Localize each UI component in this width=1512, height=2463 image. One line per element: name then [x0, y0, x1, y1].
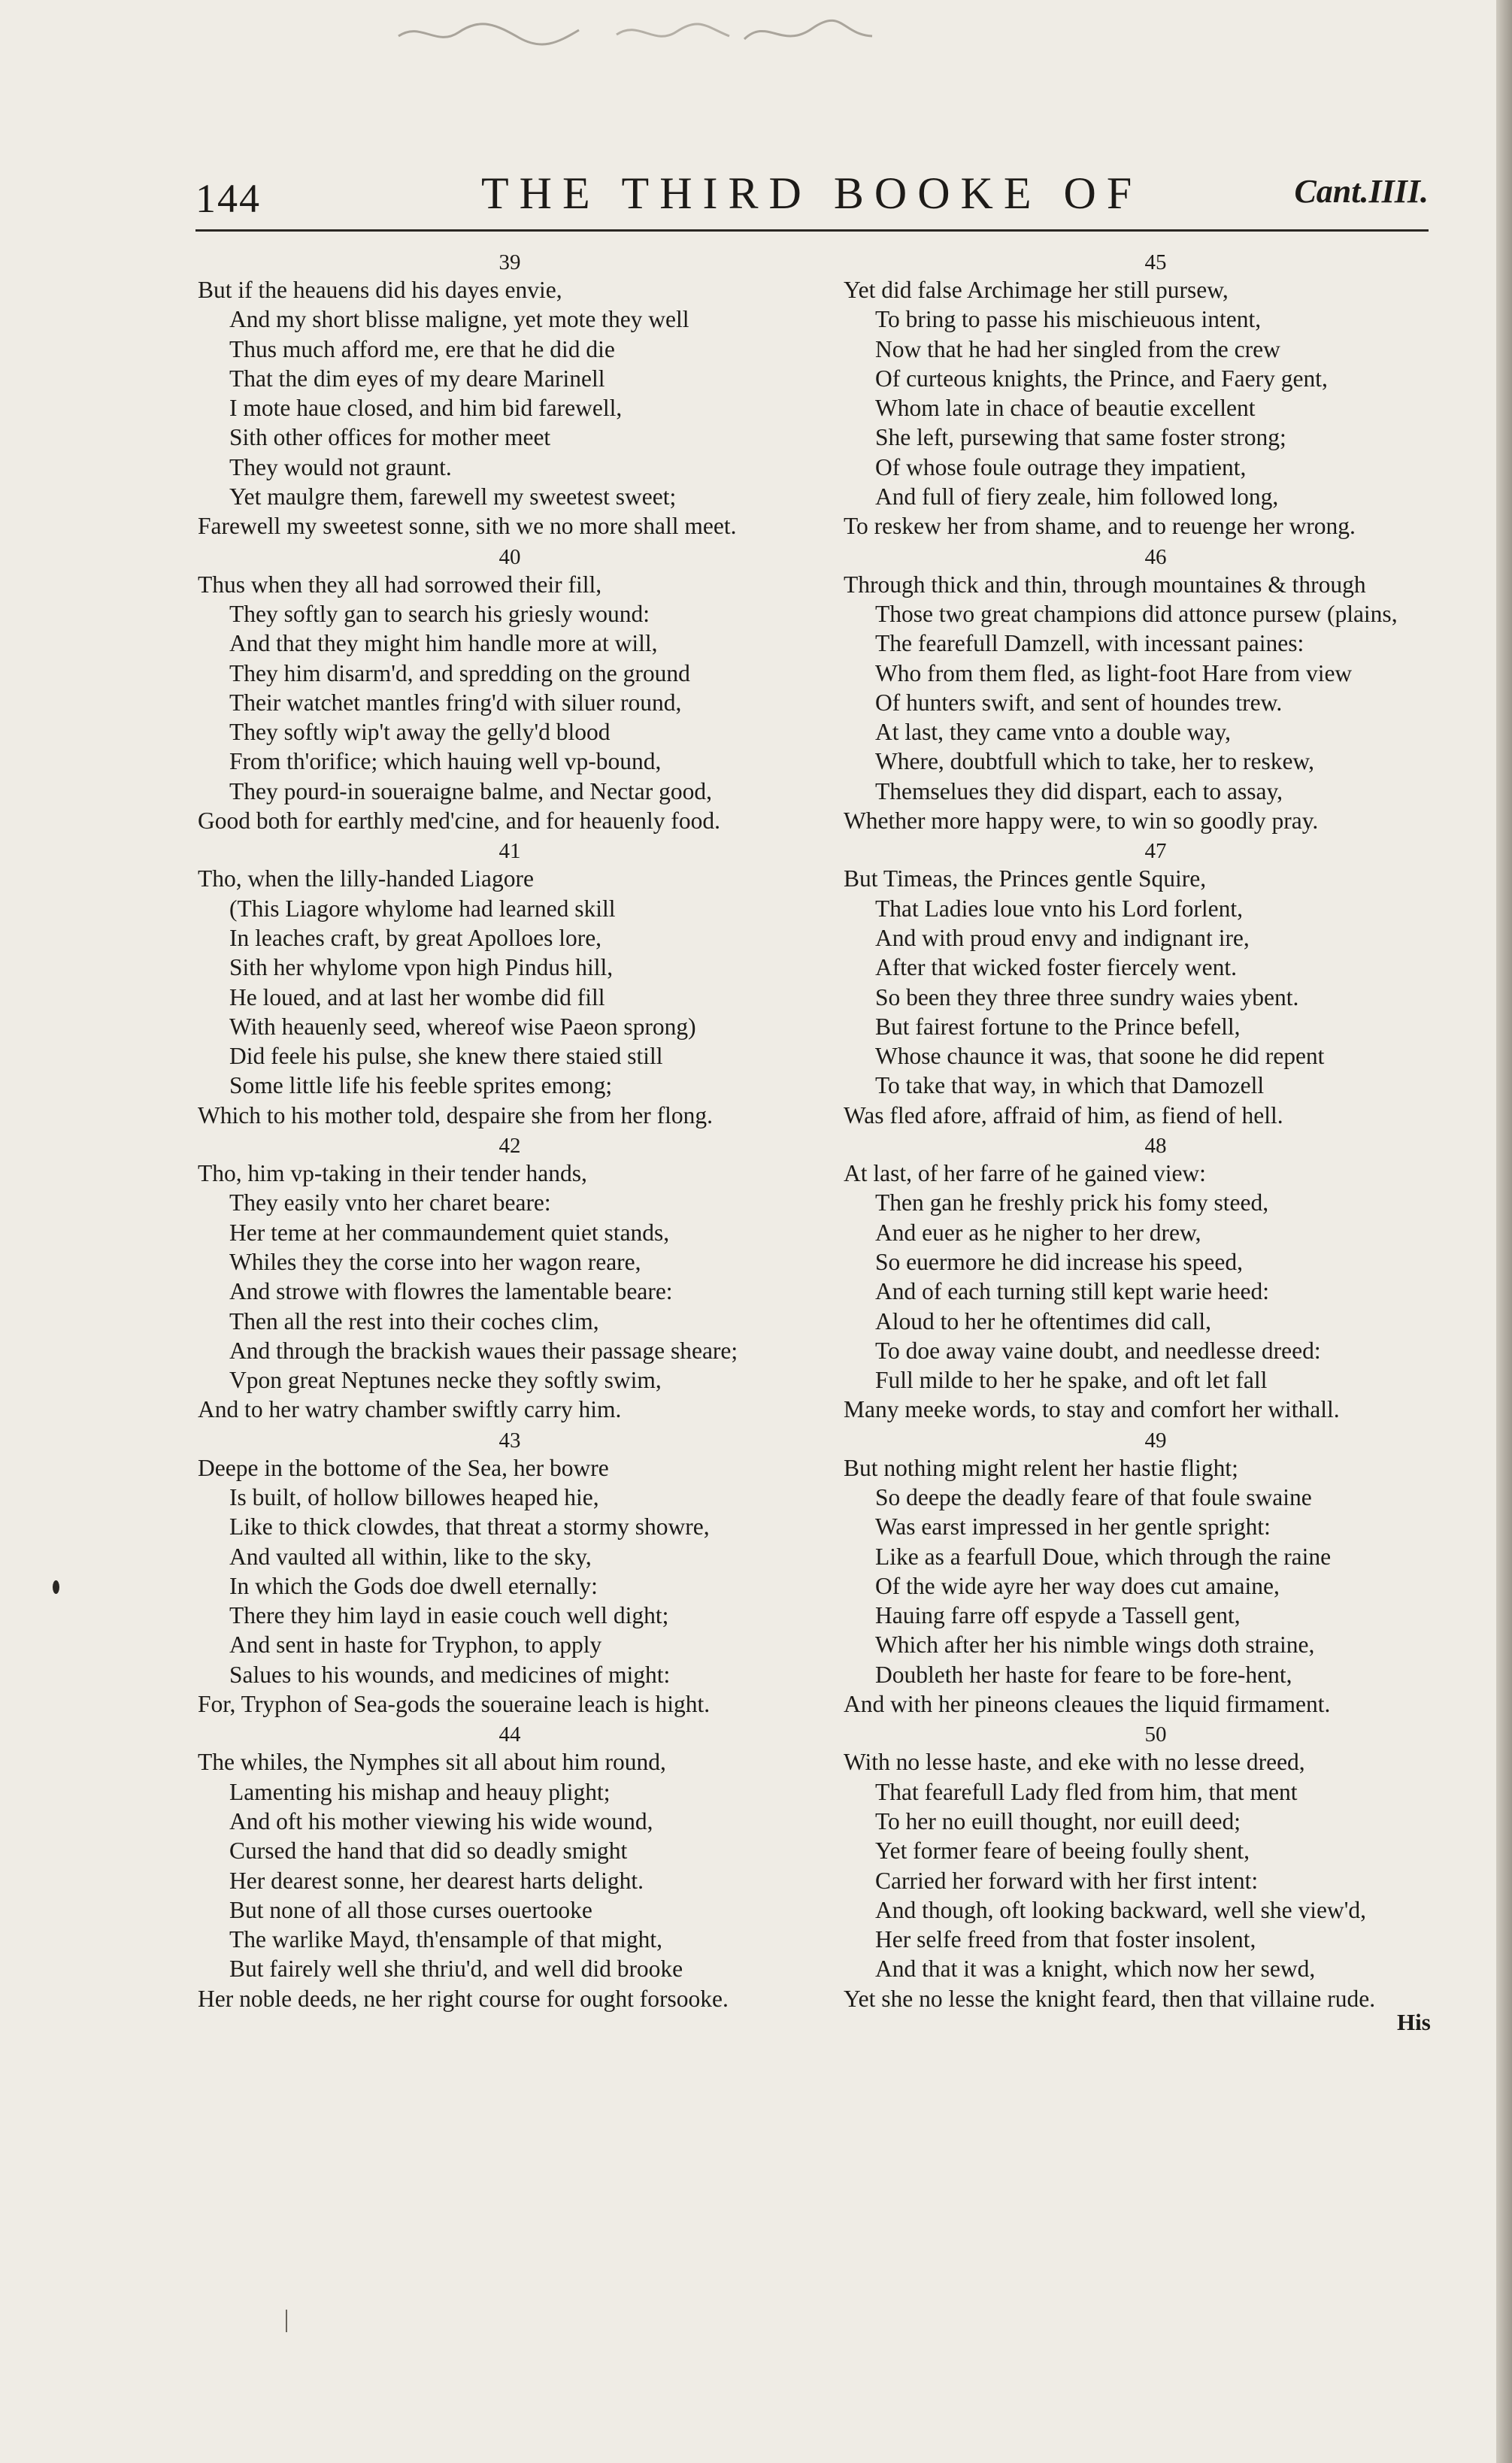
- verse-line: And strowe with flowres the lamentable beare:: [229, 1278, 673, 1305]
- verse-line: Who from them fled, as light-foot Hare from view: [875, 659, 1353, 686]
- verse-line: That Ladies loue vnto his Lord forlent,: [875, 895, 1244, 922]
- verse-line: In which the Gods doe dwell eternally:: [229, 1572, 598, 1599]
- verse-line: Is built, of hollow billowes heaped hie,: [229, 1483, 599, 1510]
- verse-line: But none of all those curses ouertooke: [229, 1896, 592, 1923]
- verse-line: They easily vnto her charet beare:: [229, 1189, 551, 1216]
- verse-line: Like as a fearfull Doue, which through the raine: [875, 1543, 1332, 1570]
- verse-line: Tho, him vp-taking in their tender hands,: [198, 1160, 587, 1187]
- stanza: [844, 1133, 1468, 1425]
- verse-line: And with proud envy and indignant ire,: [875, 924, 1250, 951]
- header-rule: [195, 229, 1429, 232]
- verse-line: With heauenly seed, whereof wise Paeon sprong): [229, 1013, 696, 1040]
- verse-line: So deepe the deadly feare of that foule swaine: [875, 1483, 1312, 1510]
- verse-line: Like to thick clowdes, that threat a stormy showre,: [229, 1513, 710, 1541]
- verse-line: And euer as he nigher to her drew,: [875, 1219, 1201, 1246]
- verse-line: But fairest fortune to the Prince befell,: [875, 1013, 1241, 1040]
- stanza-number: 40: [498, 544, 521, 569]
- verse-line: There they him layd in easie couch well dight;: [229, 1602, 669, 1629]
- verse-line: Of hunters swift, and sent of houndes trew.: [875, 689, 1283, 716]
- verse-line: And full of fiery zeale, him followed long,: [875, 483, 1279, 510]
- verse-line: Her selfe freed from that foster insolent,: [875, 1926, 1256, 1953]
- verse-line: Thus much afford me, ere that he did die: [229, 335, 615, 362]
- stanza-number: 41: [498, 839, 521, 864]
- verse-line: But if the heauens did his dayes envie,: [198, 277, 562, 303]
- verse-line: Good both for earthly med'cine, and for heauenly food.: [198, 807, 720, 835]
- stanza: [198, 1133, 822, 1425]
- verse-line: Yet did false Archimage her still pursew,: [844, 277, 1229, 303]
- page-number: 144: [195, 176, 261, 221]
- verse-line: Their watchet mantles fring'd with siluer round,: [229, 689, 682, 716]
- verse-line: Whose chaunce it was, that soone he did repent: [875, 1043, 1325, 1070]
- verse-line: Was fled afore, affraid of him, as fiend of hell.: [844, 1101, 1283, 1128]
- verse-line: After that wicked foster fiercely went.: [875, 954, 1238, 981]
- verse-line: And that it was a knight, which now her sewd,: [875, 1956, 1316, 1983]
- verse-line: Doubleth her haste for feare to be fore-hent,: [875, 1661, 1292, 1688]
- handwritten-annotation: [391, 14, 962, 59]
- verse-line: Now that he had her singled from the crew: [875, 335, 1280, 362]
- stanza-number: 46: [1144, 544, 1167, 569]
- verse-line: Carried her forward with her first intent:: [875, 1867, 1259, 1894]
- stanza: [198, 1428, 822, 1719]
- verse-line: With no lesse haste, and eke with no lesse dreed,: [844, 1749, 1305, 1776]
- verse-line: And of each turning still kept warie heed:: [875, 1278, 1269, 1305]
- verse-line: And sent in haste for Tryphon, to apply: [229, 1631, 602, 1659]
- verse-line: At last, of her farre of he gained view:: [844, 1160, 1206, 1187]
- verse-line: To take that way, in which that Damozell: [875, 1072, 1265, 1099]
- verse-line: They softly wip't away the gelly'd blood: [229, 719, 611, 746]
- verse-line: And though, oft looking backward, well she view'd,: [875, 1896, 1367, 1923]
- verse-line: Whiles they the corse into her wagon reare,: [229, 1248, 641, 1275]
- verse-line: Yet maulgre them, farewell my sweetest sweet;: [229, 483, 677, 510]
- verse-line: Deepe in the bottome of the Sea, her bowre: [198, 1454, 609, 1481]
- verse-line: Of whose foule outrage they impatient,: [875, 453, 1247, 480]
- verse-line: And oft his mother viewing his wide wound,: [229, 1807, 653, 1834]
- stanza-number: 47: [1144, 839, 1167, 864]
- ink-mark: [53, 1580, 59, 1594]
- verse-line: Of the wide ayre her way does cut amaine,: [875, 1572, 1280, 1599]
- stanza: [198, 544, 822, 836]
- verse-line: To her no euill thought, nor euill deed;: [875, 1807, 1241, 1834]
- verse-line: Cursed the hand that did so deadly smight: [229, 1837, 628, 1865]
- verse-line: To reskew her from shame, and to reuenge her wrong.: [844, 513, 1356, 540]
- stanza: [198, 838, 822, 1130]
- verse-line: Of curteous knights, the Prince, and Faery gent,: [875, 365, 1328, 392]
- verse-line: But nothing might relent her hastie flight;: [844, 1454, 1238, 1481]
- verse-line: Lamenting his mishap and heauy plight;: [229, 1778, 611, 1805]
- verse-line: Hauing farre off espyde a Tassell gent,: [875, 1602, 1241, 1629]
- verse-line: Her noble deeds, ne her right course for ought forsooke.: [198, 1985, 729, 2012]
- verse-line: In leaches craft, by great Apolloes lore,: [229, 924, 602, 951]
- verse-line: Through thick and thin, through mountaines & through: [844, 571, 1366, 598]
- verse-line: To bring to passe his mischieuous intent,: [875, 306, 1262, 333]
- ink-mark: [286, 2310, 287, 2332]
- verse-line: They pourd-in soueraigne balme, and Nectar good,: [229, 777, 713, 804]
- verse-line: Themselues they did dispart, each to assay,: [875, 777, 1283, 804]
- verse-line: Did feele his pulse, she knew there staied still: [229, 1043, 663, 1070]
- verse-line: But Timeas, the Princes gentle Squire,: [844, 865, 1207, 892]
- verse-line: I mote haue closed, and him bid farewell,: [229, 395, 623, 422]
- verse-line: They would not graunt.: [229, 453, 452, 480]
- canto-label: Cant.IIII.: [1294, 173, 1429, 210]
- page-header: [195, 162, 1429, 222]
- stanza: [844, 1428, 1468, 1719]
- verse-line: Aloud to her he oftentimes did call,: [875, 1307, 1212, 1335]
- verse-line: The warlike Mayd, th'ensample of that might,: [229, 1926, 663, 1953]
- stanza-number: 49: [1144, 1428, 1167, 1453]
- verse-line: Yet former feare of beeing foully shent,: [875, 1837, 1250, 1865]
- verse-line: Whether more happy were, to win so goodly pray.: [844, 807, 1319, 835]
- page-edge: [1496, 0, 1512, 2463]
- stanza-number: 42: [498, 1134, 521, 1159]
- verse-line: And my short blisse maligne, yet mote they well: [229, 306, 689, 333]
- right-column: [844, 250, 1468, 2016]
- left-column: [198, 250, 822, 2016]
- verse-line: Whom late in chace of beautie excellent: [875, 395, 1256, 422]
- verse-line: Yet she no lesse the knight feard, then that villaine rude.: [844, 1985, 1376, 2012]
- stanza-number: 43: [498, 1428, 521, 1453]
- verse-line: To doe away vaine doubt, and needlesse dreed:: [875, 1337, 1321, 1364]
- verse-line: Her teme at her commaundement quiet stands,: [229, 1219, 670, 1246]
- verse-line: From th'orifice; which hauing well vp-bound,: [229, 748, 662, 775]
- verse-line: Which after her his nimble wings doth straine,: [875, 1631, 1315, 1659]
- verse-line: And that they might him handle more at will,: [229, 630, 658, 657]
- verse-line: Many meeke words, to stay and comfort her withall.: [844, 1396, 1340, 1423]
- verse-line: Those two great champions did attonce pursew (plains,: [875, 600, 1398, 627]
- verse-line: Was earst impressed in her gentle spright:: [875, 1513, 1271, 1541]
- verse-line: And through the brackish waues their passage sheare;: [229, 1337, 738, 1364]
- verse-line: Then all the rest into their coches clim,: [229, 1307, 599, 1335]
- stanza: [844, 250, 1468, 541]
- stanza-number: 50: [1144, 1722, 1167, 1747]
- verse-line: Which to his mother told, despaire she from her flong.: [198, 1101, 713, 1128]
- stanza: [198, 1722, 822, 2013]
- stanza: [844, 838, 1468, 1130]
- catchword: His: [1397, 2009, 1431, 2035]
- verse-line: That fearefull Lady fled from him, that ment: [875, 1778, 1298, 1805]
- verse-line: Her dearest sonne, her dearest harts delight.: [229, 1867, 644, 1894]
- verse-line: That the dim eyes of my deare Marinell: [229, 365, 605, 392]
- verse-line: Some little life his feeble sprites emong;: [229, 1072, 613, 1099]
- verse-line: Where, doubtfull which to take, her to reskew,: [875, 748, 1315, 775]
- stanza-number: 39: [498, 250, 521, 274]
- verse-line: (This Liagore whylome had learned skill: [229, 895, 616, 922]
- verse-line: Then gan he freshly prick his fomy steed,: [875, 1189, 1269, 1216]
- verse-line: And vaulted all within, like to the sky,: [229, 1543, 592, 1570]
- verse-line: At last, they came vnto a double way,: [875, 719, 1231, 746]
- verse-line: Sith her whylome vpon high Pindus hill,: [229, 954, 614, 981]
- verse-line: For, Tryphon of Sea-gods the soueraine leach is hight.: [198, 1691, 711, 1718]
- stanza-number: 44: [498, 1722, 521, 1747]
- running-title: THE THIRD BOOKE OF: [481, 168, 1143, 218]
- verse-line: He loued, and at last her wombe did fill: [229, 983, 605, 1010]
- stanza-number: 48: [1144, 1134, 1167, 1159]
- verse-line: The whiles, the Nymphes sit all about him round,: [198, 1749, 666, 1776]
- verse-line: But fairely well she thriu'd, and well did brooke: [229, 1956, 683, 1983]
- verse-line: And to her watry chamber swiftly carry him.: [198, 1396, 622, 1423]
- stanza: [844, 544, 1468, 836]
- verse-line: Tho, when the lilly-handed Liagore: [198, 865, 534, 892]
- verse-line: Salues to his wounds, and medicines of might:: [229, 1661, 671, 1688]
- verse-line: Full milde to her he spake, and oft let fall: [875, 1367, 1268, 1394]
- verse-line: They softly gan to search his griesly wound:: [229, 600, 650, 627]
- verse-line: So been they three three sundry waies ybent.: [875, 983, 1299, 1010]
- verse-line: The fearefull Damzell, with incessant paines:: [875, 630, 1304, 657]
- verse-line: So euermore he did increase his speed,: [875, 1248, 1243, 1275]
- stanza-number: 45: [1144, 250, 1167, 274]
- verse-line: Farewell my sweetest sonne, sith we no more shall meet.: [198, 513, 737, 540]
- verse-line: They him disarm'd, and spredding on the ground: [229, 659, 690, 686]
- verse-line: She left, pursewing that same foster strong;: [875, 424, 1286, 451]
- verse-line: Vpon great Neptunes necke they softly swim,: [229, 1367, 662, 1394]
- verse-line: Sith other offices for mother meet: [229, 424, 551, 451]
- verse-line: Thus when they all had sorrowed their fill,: [198, 571, 602, 598]
- verse-line: And with her pineons cleaues the liquid firmament.: [844, 1691, 1331, 1718]
- stanza: [844, 1722, 1468, 2013]
- stanza: [198, 250, 822, 541]
